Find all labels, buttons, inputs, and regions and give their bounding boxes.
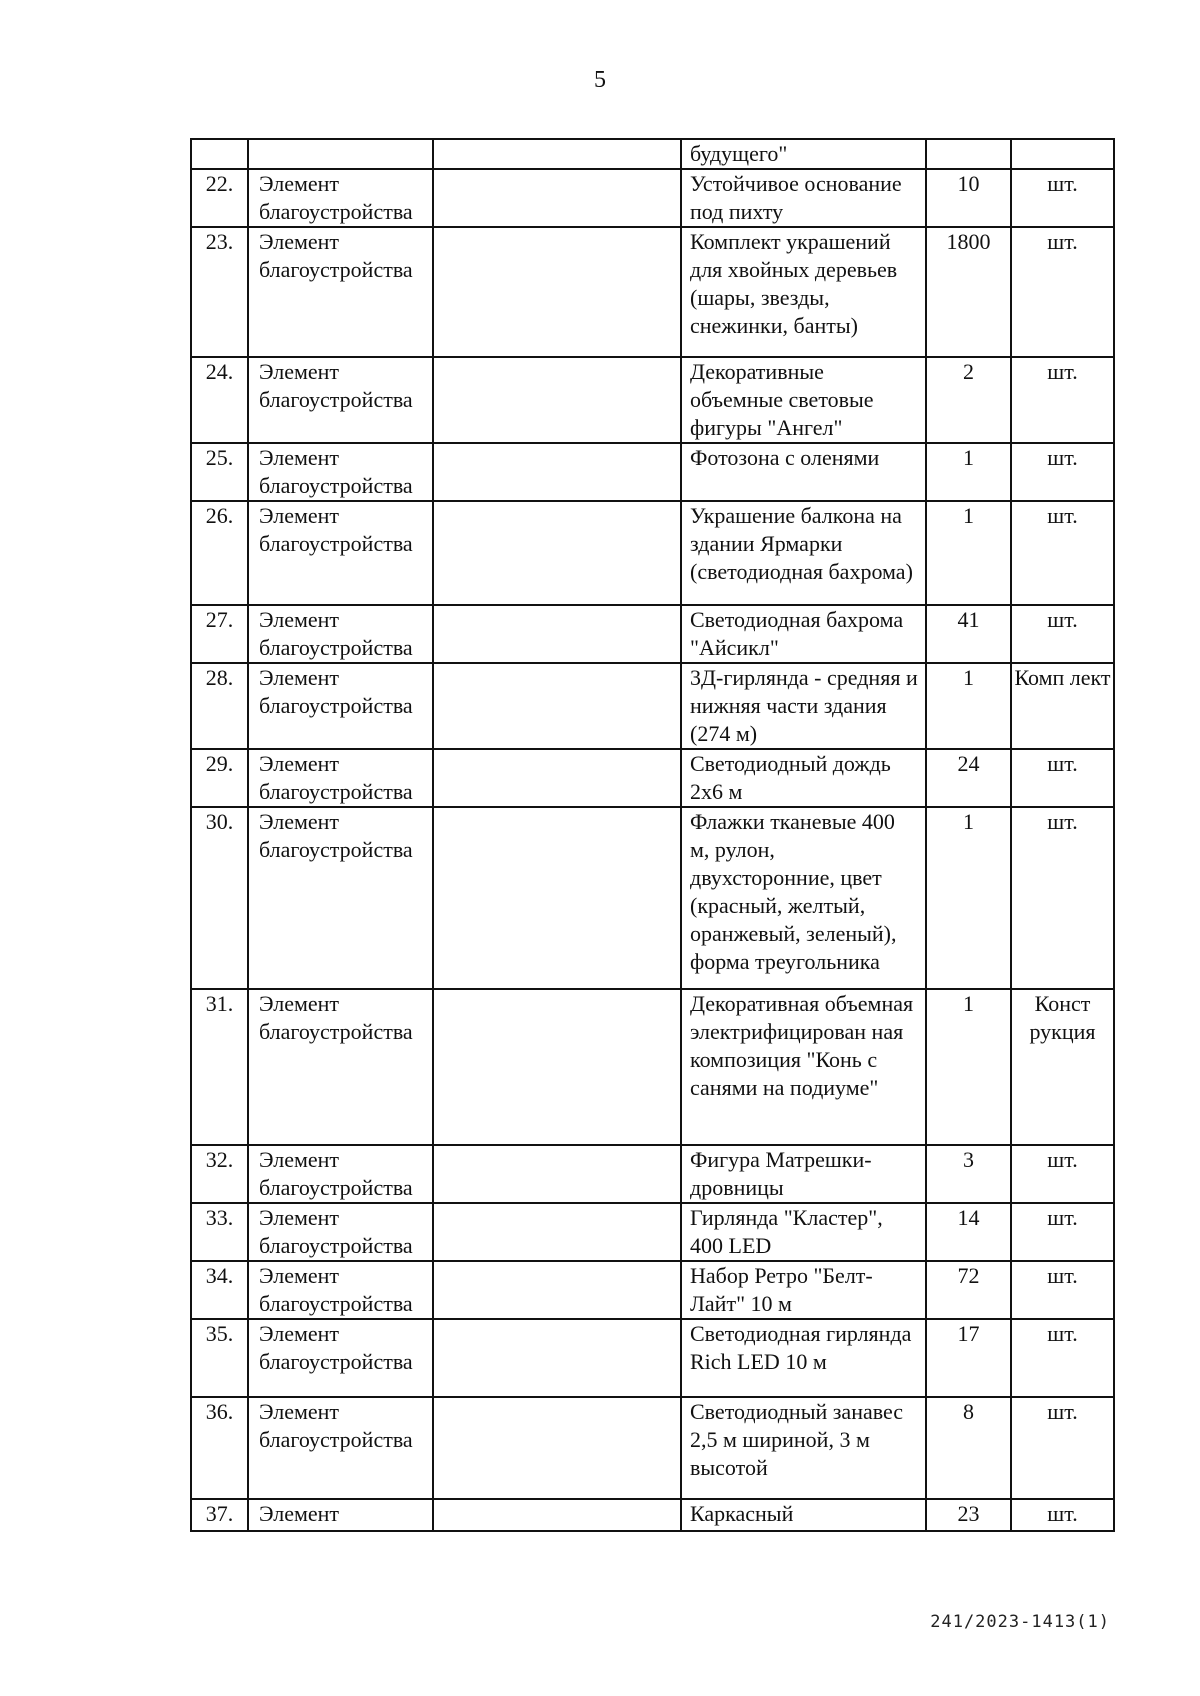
table-row: [191, 357, 1114, 443]
cell-quantity: 1: [926, 989, 1011, 1145]
cell-empty: [433, 501, 681, 605]
cell-description: Каркасный: [681, 1499, 926, 1531]
cell-number: 24.: [191, 357, 248, 443]
table-row: [191, 1261, 1114, 1319]
cell-empty: [433, 605, 681, 663]
cell-quantity: 41: [926, 605, 1011, 663]
table-row: [191, 443, 1114, 501]
cell-empty: [433, 443, 681, 501]
cell-type: Элемент благоустройства: [248, 1203, 433, 1261]
cell-empty: [433, 663, 681, 749]
document-code: 241/2023-1413(1): [930, 1612, 1110, 1632]
table-row: [191, 169, 1114, 227]
cell-type: [248, 139, 433, 169]
cell-description: Светодиодный занавес 2,5 м шириной, 3 м высотой: [681, 1397, 926, 1499]
cell-quantity: 23: [926, 1499, 1011, 1531]
cell-quantity: 24: [926, 749, 1011, 807]
cell-type: Элемент благоустройства: [248, 1145, 433, 1203]
cell-description: Декоративная объемная электрифицирован ная композиция "Конь с санями на подиуме": [681, 989, 926, 1145]
items-table-body: [191, 139, 1114, 1531]
page-number: 5: [594, 67, 606, 93]
cell-number: 31.: [191, 989, 248, 1145]
cell-quantity: 72: [926, 1261, 1011, 1319]
cell-empty: [433, 1319, 681, 1397]
table-row: [191, 227, 1114, 357]
table-row-continuation: [191, 139, 1114, 169]
cell-quantity: 3: [926, 1145, 1011, 1203]
table-row: [191, 1319, 1114, 1397]
cell-quantity: 17: [926, 1319, 1011, 1397]
cell-type: Элемент благоустройства: [248, 807, 433, 989]
cell-unit: шт.: [1011, 1261, 1114, 1319]
cell-type: Элемент благоустройства: [248, 169, 433, 227]
cell-quantity: 1800: [926, 227, 1011, 357]
cell-number: [191, 139, 248, 169]
cell-unit: шт.: [1011, 357, 1114, 443]
cell-number: 37.: [191, 1499, 248, 1531]
cell-description: Светодиодная бахрома "Айсикл": [681, 605, 926, 663]
table-row: [191, 989, 1114, 1145]
cell-description: 3Д-гирлянда - средняя и нижняя части здания (274 м): [681, 663, 926, 749]
cell-unit: Комп лект: [1011, 663, 1114, 749]
table-row: [191, 663, 1114, 749]
cell-empty: [433, 357, 681, 443]
cell-unit: шт.: [1011, 501, 1114, 605]
cell-quantity: 14: [926, 1203, 1011, 1261]
cell-empty: [433, 1261, 681, 1319]
cell-empty: [433, 139, 681, 169]
cell-number: 36.: [191, 1397, 248, 1499]
cell-quantity: 1: [926, 443, 1011, 501]
cell-number: 23.: [191, 227, 248, 357]
cell-description: Светодиодный дождь 2х6 м: [681, 749, 926, 807]
cell-number: 22.: [191, 169, 248, 227]
cell-description: Фотозона с оленями: [681, 443, 926, 501]
cell-unit: шт.: [1011, 1203, 1114, 1261]
cell-number: 26.: [191, 501, 248, 605]
table-row: [191, 501, 1114, 605]
cell-number: 33.: [191, 1203, 248, 1261]
cell-empty: [433, 1397, 681, 1499]
cell-type: Элемент благоустройства: [248, 443, 433, 501]
cell-unit: шт.: [1011, 169, 1114, 227]
cell-type: Элемент благоустройства: [248, 357, 433, 443]
cell-empty: [433, 749, 681, 807]
cell-description: будущего": [681, 139, 926, 169]
cell-unit: [1011, 139, 1114, 169]
cell-description: Украшение балкона на здании Ярмарки (светодиодная бахрома): [681, 501, 926, 605]
cell-unit: Конст рукция: [1011, 989, 1114, 1145]
table-row: [191, 1145, 1114, 1203]
cell-type: Элемент благоустройства: [248, 1319, 433, 1397]
cell-type: Элемент благоустройства: [248, 605, 433, 663]
cell-type: Элемент благоустройства: [248, 1261, 433, 1319]
cell-quantity: 1: [926, 501, 1011, 605]
table-row: [191, 807, 1114, 989]
cell-quantity: 10: [926, 169, 1011, 227]
cell-type: Элемент благоустройства: [248, 1397, 433, 1499]
cell-description: Гирлянда "Кластер", 400 LED: [681, 1203, 926, 1261]
cell-unit: шт.: [1011, 1145, 1114, 1203]
cell-empty: [433, 227, 681, 357]
cell-type: Элемент благоустройства: [248, 989, 433, 1145]
cell-empty: [433, 989, 681, 1145]
cell-unit: шт.: [1011, 443, 1114, 501]
table-row: [191, 1397, 1114, 1499]
cell-number: 35.: [191, 1319, 248, 1397]
cell-type: Элемент благоустройства: [248, 227, 433, 357]
cell-type: Элемент: [248, 1499, 433, 1531]
cell-quantity: 8: [926, 1397, 1011, 1499]
cell-description: Светодиодная гирлянда Rich LED 10 м: [681, 1319, 926, 1397]
cell-number: 34.: [191, 1261, 248, 1319]
cell-empty: [433, 807, 681, 989]
cell-empty: [433, 169, 681, 227]
items-table: [190, 138, 1115, 1532]
cell-description: Комплект украшений для хвойных деревьев (шары, звезды, снежинки, банты): [681, 227, 926, 357]
cell-empty: [433, 1145, 681, 1203]
cell-number: 32.: [191, 1145, 248, 1203]
cell-number: 25.: [191, 443, 248, 501]
cell-description: Устойчивое основание под пихту: [681, 169, 926, 227]
table-row: [191, 1203, 1114, 1261]
cell-description: Фигура Матрешки-дровницы: [681, 1145, 926, 1203]
table-row: [191, 1499, 1114, 1531]
cell-quantity: 1: [926, 807, 1011, 989]
cell-empty: [433, 1499, 681, 1531]
cell-type: Элемент благоустройства: [248, 501, 433, 605]
cell-unit: шт.: [1011, 1499, 1114, 1531]
cell-description: Декоративные объемные световые фигуры "Ангел": [681, 357, 926, 443]
cell-unit: шт.: [1011, 807, 1114, 989]
cell-unit: шт.: [1011, 1397, 1114, 1499]
cell-quantity: 2: [926, 357, 1011, 443]
cell-type: Элемент благоустройства: [248, 749, 433, 807]
cell-number: 28.: [191, 663, 248, 749]
cell-type: Элемент благоустройства: [248, 663, 433, 749]
cell-description: Набор Ретро "Белт-Лайт" 10 м: [681, 1261, 926, 1319]
cell-quantity: [926, 139, 1011, 169]
cell-quantity: 1: [926, 663, 1011, 749]
table-row: [191, 605, 1114, 663]
cell-description: Флажки тканевые 400 м, рулон, двухсторонние, цвет (красный, желтый, оранжевый, зеленый), форма треугольника: [681, 807, 926, 989]
cell-empty: [433, 1203, 681, 1261]
cell-number: 27.: [191, 605, 248, 663]
cell-unit: шт.: [1011, 1319, 1114, 1397]
cell-number: 29.: [191, 749, 248, 807]
cell-number: 30.: [191, 807, 248, 989]
cell-unit: шт.: [1011, 227, 1114, 357]
cell-unit: шт.: [1011, 749, 1114, 807]
table-row: [191, 749, 1114, 807]
cell-unit: шт.: [1011, 605, 1114, 663]
